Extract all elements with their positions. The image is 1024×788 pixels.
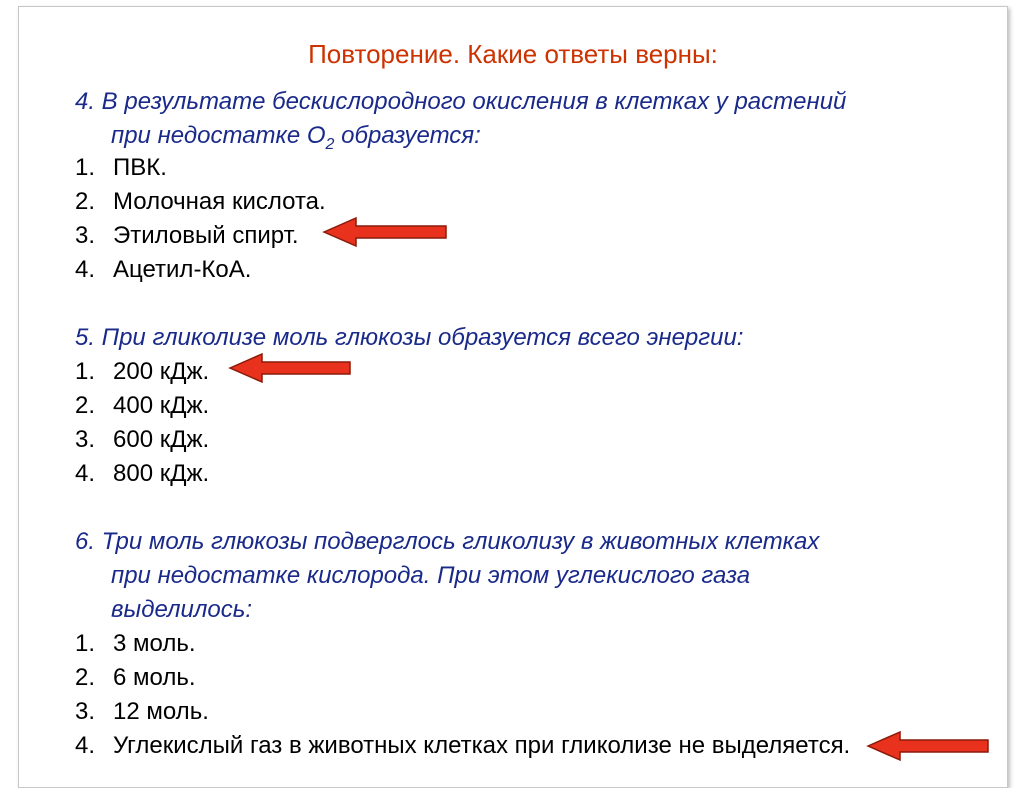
answer-4-1: 1. ПВК. <box>75 154 167 181</box>
question-4-line-1: 4. В результате бескислородного окисления в клетках у растений <box>75 88 847 115</box>
question-6-line-3: выделилось: <box>111 596 253 623</box>
question-6-line-2: при недостатке кислорода. При этом углекислого газа <box>111 562 751 589</box>
answer-5-1: 1. 200 кДж. <box>75 358 210 385</box>
question-6 <box>75 525 995 627</box>
answer-4-2: 2. Молочная кислота. <box>75 188 326 215</box>
question-5-line-1: 5. При гликолизе моль глюкозы образуется всего энергии: <box>75 324 744 351</box>
slide <box>18 6 1008 788</box>
arrow-left-icon <box>322 216 450 248</box>
answer-4-4: 4. Ацетил-КоА. <box>75 256 252 283</box>
answer-4-3: 3. Этиловый спирт. <box>75 222 299 249</box>
question-4 <box>75 85 995 162</box>
answer-5-4: 4. 800 кДж. <box>75 460 210 487</box>
answer-6-3: 3. 12 моль. <box>75 698 209 725</box>
arrow-left-icon <box>866 730 992 762</box>
question-4-line-2: при недостатке $О_2$ образуется: <box>111 122 481 153</box>
question-6-line-1: 6. Три моль глюкозы подверглось гликолизу в животных клетках <box>75 528 820 555</box>
answer-5-2: 2. 400 кДж. <box>75 392 210 419</box>
question-5 <box>75 321 995 355</box>
answer-5-3: 3. 600 кДж. <box>75 426 210 453</box>
slide-title: Повторение. Какие ответы верны: <box>308 39 718 69</box>
answer-6-4: 4. Углекислый газ в животных клетках при гликолизе не выделяется. <box>75 732 851 759</box>
arrow-left-icon <box>228 352 354 384</box>
answer-6-1: 1. 3 моль. <box>75 630 196 657</box>
answer-6-2: 2. 6 моль. <box>75 664 196 691</box>
